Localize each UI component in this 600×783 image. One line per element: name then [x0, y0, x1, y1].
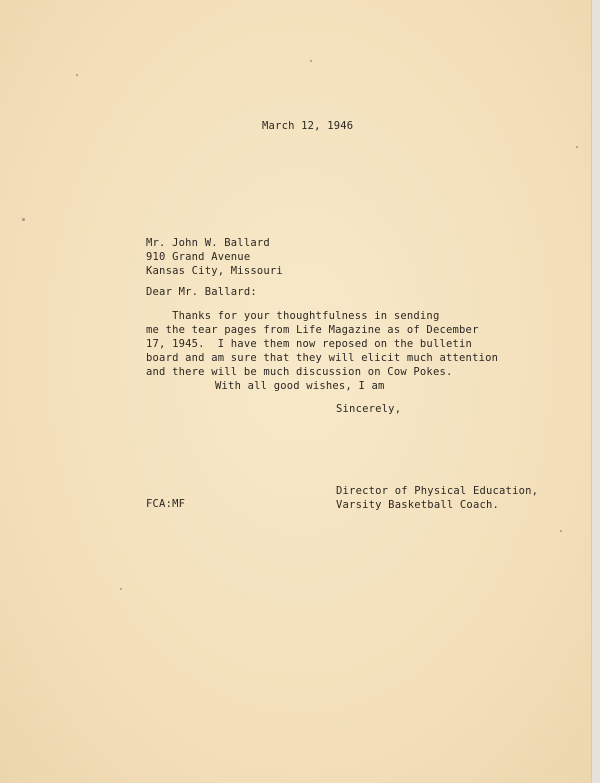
paper-edge — [591, 0, 600, 783]
recipient-name: Mr. John W. Ballard — [146, 237, 270, 249]
recipient-city: Kansas City, Missouri — [146, 265, 283, 277]
paper-speck — [560, 530, 562, 532]
recipient-address — [146, 236, 283, 278]
paper-speck — [310, 60, 312, 62]
signoff: Sincerely, — [336, 403, 402, 415]
signature-title-line: Varsity Basketball Coach. — [336, 499, 500, 511]
paper-speck — [120, 588, 122, 590]
paper-speck — [76, 74, 78, 76]
reference-initials: FCA:MF — [146, 498, 186, 510]
body-line: Thanks for your thoughtfulness in sending — [146, 310, 440, 322]
letter-body — [146, 309, 498, 379]
signature-title — [336, 484, 538, 512]
body-line: 17, 1945. I have them now reposed on the bulletin — [146, 338, 473, 350]
body-line: board and am sure that they will elicit much attention — [146, 352, 499, 364]
body-line: me the tear pages from Life Magazine as of December — [146, 324, 479, 336]
paper-speck — [22, 218, 25, 221]
paper-speck — [576, 146, 578, 148]
body-line: and there will be much discussion on Cow Pokes. — [146, 366, 453, 378]
closing-line: With all good wishes, I am — [215, 380, 385, 392]
letter-date: March 12, 1946 — [262, 120, 354, 132]
signature-title-line: Director of Physical Education, — [336, 485, 539, 497]
salutation: Dear Mr. Ballard: — [146, 286, 257, 298]
recipient-street: 910 Grand Avenue — [146, 251, 251, 263]
